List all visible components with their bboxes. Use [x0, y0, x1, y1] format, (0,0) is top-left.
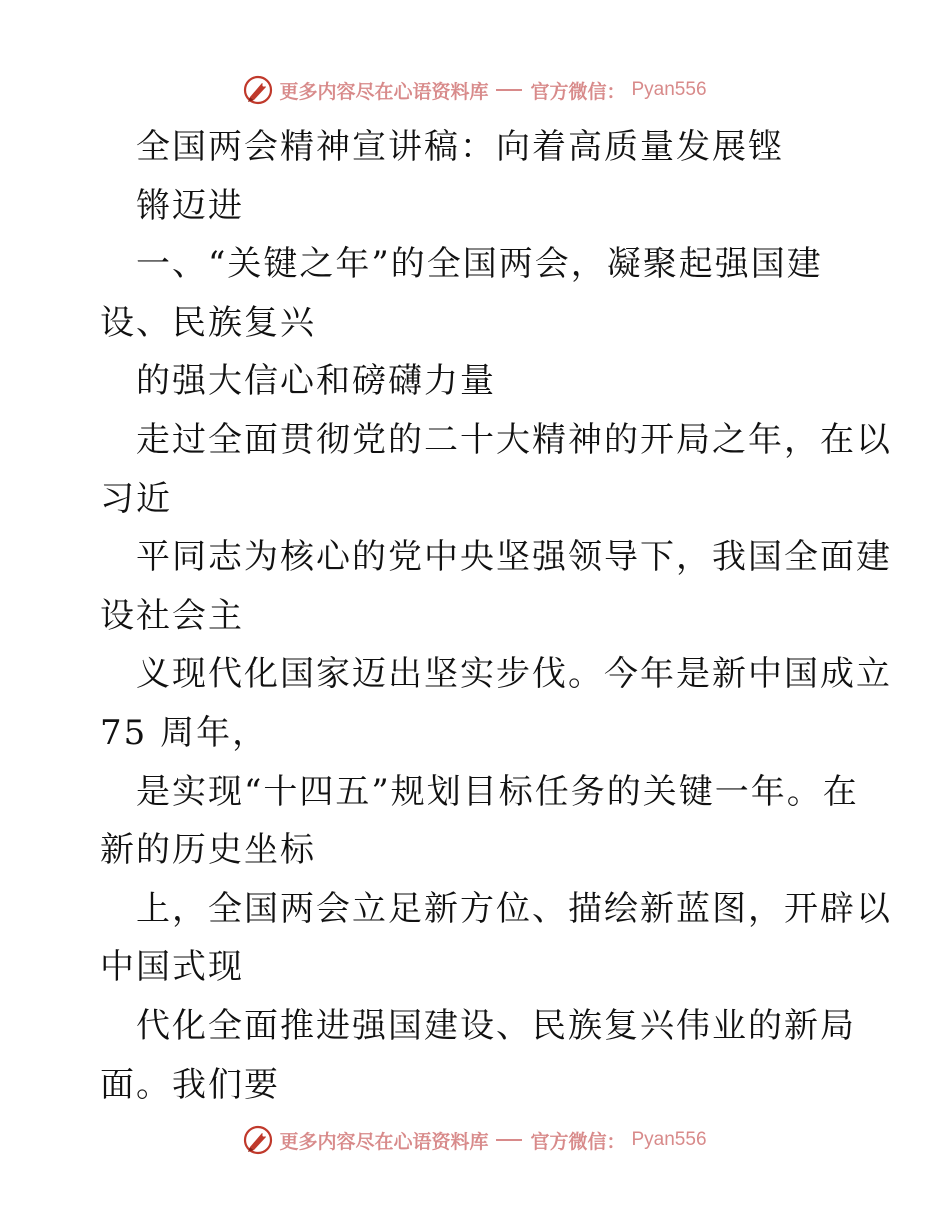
watermark-wechat-label: 官方微信：	[530, 1130, 626, 1153]
text-line: 习近	[100, 478, 172, 519]
text-line: 面。我们要	[100, 1064, 280, 1105]
text-line: 中国式现	[100, 947, 244, 988]
pen-seal-icon	[243, 75, 273, 105]
watermark-dash	[496, 1139, 522, 1141]
footer-watermark	[0, 1120, 950, 1160]
watermark-wechat-label: 官方微信：	[530, 80, 626, 103]
pen-seal-icon	[243, 1125, 273, 1155]
text-line: 全国两会精神宣讲稿：向着高质量发展铿	[136, 127, 784, 167]
text-line: 设、民族复兴	[100, 302, 316, 343]
text-line: 新的历史坐标	[100, 830, 316, 871]
text-line: 走过全面贯彻党的二十大精神的开局之年，在以	[136, 419, 892, 460]
text-line: 是实现“十四五”规划目标任务的关键一年。在	[136, 771, 859, 812]
watermark-dash	[496, 89, 522, 91]
document-body	[100, 118, 892, 1114]
text-line: 锵迈进	[136, 185, 244, 226]
text-line: 平同志为核心的党中央坚强领导下，我国全面建	[136, 537, 892, 578]
watermark-wechat-id: Pyan556	[631, 79, 707, 100]
watermark-text: 更多内容尽在心语资料库	[279, 80, 489, 103]
text-line: 义现代化国家迈出坚实步伐。今年是新中国成立	[136, 654, 892, 695]
header-watermark	[0, 70, 950, 110]
watermark-wechat-id: Pyan556	[631, 1129, 707, 1150]
text-line: 75 周年，	[100, 712, 269, 753]
text-line: 一、“关键之年”的全国两会，凝聚起强国建	[136, 244, 823, 285]
text-line: 设社会主	[100, 595, 244, 636]
text-line: 的强大信心和磅礴力量	[136, 361, 496, 402]
watermark-text: 更多内容尽在心语资料库	[279, 1130, 489, 1153]
text-line: 代化全面推进强国建设、民族复兴伟业的新局	[136, 1005, 856, 1046]
text-line: 上，全国两会立足新方位、描绘新蓝图，开辟以	[136, 888, 892, 929]
